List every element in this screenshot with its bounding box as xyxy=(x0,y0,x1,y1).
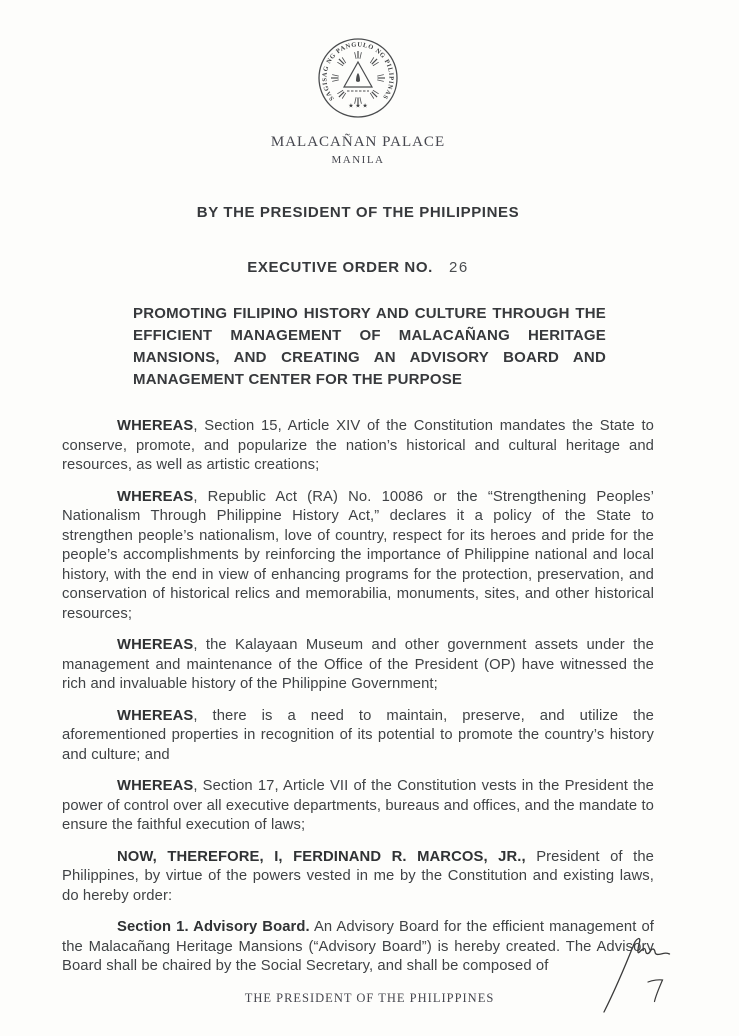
paragraph-text: , Section 15, Article XIV of the Constitution mandates the State to conserve, promote, and popularize the nation’s historical and cultural heritage and resources, as well as artistic creations; xyxy=(62,418,654,473)
presidential-seal-icon xyxy=(316,36,400,120)
paragraph-lead: WHEREAS xyxy=(117,707,194,724)
paragraph-text: , Section 17, Article VII of the Constitution vests in the President the power of control over all executive departments, bureaus and offices, and the mandate to ensure the faithful execution of laws; xyxy=(62,778,654,833)
paragraph-text: , the Kalayaan Museum and other government assets under the management and maintenance of the Office of the President (OP) have witnessed the rich and invaluable history of the Philippine Government; xyxy=(62,637,654,692)
issuer-line: BY THE PRESIDENT OF THE PHILIPPINES xyxy=(196,204,520,221)
svg-text:SAGISAG NG PANGULO NG PILIPINA xyxy=(321,41,394,101)
paragraph-lead: Section 1. Advisory Board. xyxy=(117,919,310,935)
signature-area xyxy=(598,930,698,1025)
paragraph-lead: WHEREAS xyxy=(117,778,194,794)
paragraph-list xyxy=(62,417,654,977)
order-number: 26 xyxy=(449,259,469,276)
body-paragraph xyxy=(62,636,654,695)
letterhead xyxy=(62,134,654,166)
seal-stars: ★ ★ ★ xyxy=(348,103,368,110)
letterhead-city: MANILA xyxy=(331,154,385,166)
body-paragraph xyxy=(62,707,654,766)
body-paragraph xyxy=(62,848,654,907)
paragraph-text: , Republic Act (RA) No. 10086 or the “Strengthening Peoples’ Nationalism Through Philippine History Act,” declares it a policy of the State to strengthen people’s nationalism, love of country, respect for its heroes and pride for the people’s accomplishments by reinforcing the importance of Philippine national and local history, with the end in view of enhancing programs for the protection, preservation, and conservation of historical relics and memorabilia, monuments, sites, and other historical resources; xyxy=(62,488,654,622)
paragraph-text: President of the Philippines, by virtue of the powers vested in me by the Constitution and existing laws, do hereby order: xyxy=(62,848,654,904)
body-paragraph xyxy=(62,488,654,625)
document-content xyxy=(62,0,654,989)
seal-circular-text: SAGISAG NG PANGULO NG PILIPINAS xyxy=(321,41,395,102)
paragraph-lead: WHEREAS xyxy=(117,637,194,653)
body-paragraph xyxy=(62,918,654,977)
presidential-seal xyxy=(62,36,654,125)
order-title: PROMOTING FILIPINO HISTORY AND CULTURE THROUGH THE EFFICIENT MANAGEMENT OF MALACAÑANG HERITAGE MANSIONS, AND CREATING AN ADVISORY BOARD AND MANAGEMENT CENTER FOR THE PURPOSE xyxy=(133,305,606,388)
body-paragraph xyxy=(62,777,654,836)
letterhead-palace: MALACAÑAN PALACE xyxy=(270,134,446,150)
paragraph-lead: WHEREAS xyxy=(117,418,194,434)
paragraph-lead: WHEREAS xyxy=(117,488,194,505)
paragraph-lead: NOW, THEREFORE, I, FERDINAND R. MARCOS, JR., xyxy=(117,848,526,865)
order-line xyxy=(62,259,654,276)
footer-title: THE PRESIDENT OF THE PHILIPPINES xyxy=(244,991,495,1005)
paragraph-text: , there is a need to maintain, preserve, and utilize the aforementioned properties in recognition of its potential to promote the country’s history and culture; and xyxy=(62,707,654,763)
body-paragraph xyxy=(62,417,654,476)
paragraph-text: An Advisory Board for the efficient management of the Malacañang Heritage Mansions (“Advisory Board”) is hereby created. The Advisory Board shall be chaired by the Social Secretary, and shall be composed of xyxy=(62,919,654,974)
order-label: EXECUTIVE ORDER NO. xyxy=(247,259,433,276)
